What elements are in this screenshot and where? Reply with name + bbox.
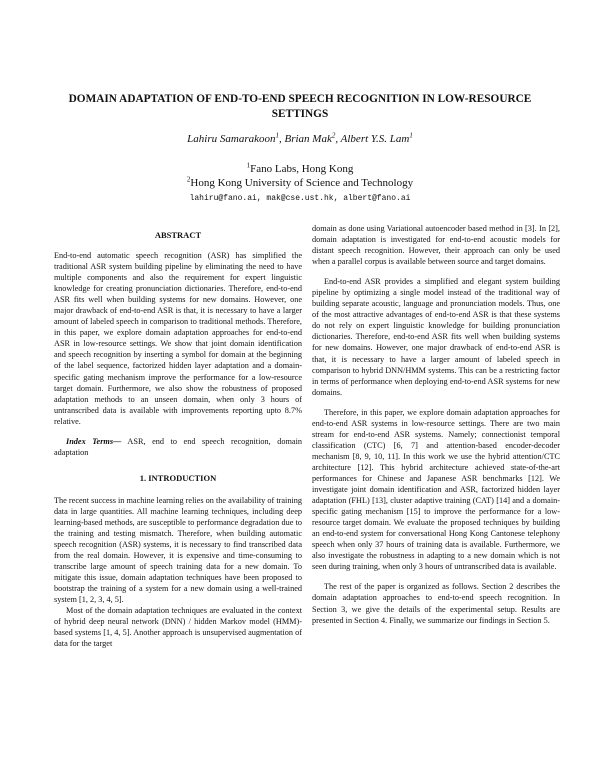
affiliation-1: $^1$Fano Labs, Hong Kong <box>246 161 354 175</box>
intro-paragraph: Most of the domain adaptation techniques are evaluated in the context of hybrid deep neural network (DNN) / hidden Markov model (HMM)-based systems [1, 4, 5]. Another approach is unsupervised augmentation of data for the target <box>54 606 302 649</box>
paper-title <box>40 92 560 122</box>
body-paragraph: The rest of the paper is organized as follows. Section 2 describes the domain adaptation approaches to end-to-end speech recognition. In Section 3, we give the details of the experimental setup. Results are presented in Section 4. Finally, we summarize our findings in Section 5. <box>312 582 560 625</box>
index-terms-text: ASR, end to end speech recognition, domain adaptation <box>54 436 302 457</box>
affil-mark: 1 <box>246 161 251 170</box>
author-affil-mark: 1 <box>409 131 413 140</box>
title-line-2: SETTINGS <box>271 108 329 120</box>
author-name: Albert Y.S. Lam <box>340 133 410 145</box>
index-terms-label: Index Terms— <box>66 436 122 446</box>
body-paragraph: End-to-end ASR provides a simplified and elegant system building pipeline by optimizing a single model instead of the traditional way of building separate acoustic, language and pronunciation models. Thus, one of the most attractive advantages of end-to-end ASR is that these systems do not rely on expert linguistic knowledge for building pronunciation dictionaries. Therefore, end-to-end ASR fits well when building systems for new domains. However, one major drawback of end-to-end ASR is that, it is necessary to have a larger amount of labeled speech in comparison to hybrid DNN/HMM systems. This can be a restricting factor in terms of performance when deploying end-to-end ASR systems for new domains. <box>312 277 560 397</box>
author-affil-mark: 1 <box>275 131 279 140</box>
author-list: Lahiru Samarakoon$^1$, Brian Mak$^2$, Albert Y.S. Lam$^1$ <box>187 131 413 145</box>
index-terms <box>54 436 302 458</box>
intro-paragraph: The recent success in machine learning relies on the availability of training data in large quantities. All machine learning techniques, including deep learning-based methods, are susceptible to performance degradation due to the training and testing mismatch. Therefore, when building automatic speech recognition (ASR) systems, it is necessary to find transcribed data from the real domain. However, it is expensive and time-consuming to transcribe large amount of speech training data for a new domain. To mitigate this issue, domain adaptation techniques have been proposed to bootstrap the training of a system for a new domain using a well-trained system [1, 2, 3, 4, 5]. <box>54 495 302 605</box>
affiliation-2: $^2$Hong Kong University of Science and Technology <box>186 175 414 189</box>
left-column <box>54 230 302 650</box>
author-name: Lahiru Samarakoon <box>187 133 276 145</box>
body-paragraph: Therefore, in this paper, we explore domain adaptation approaches for end-to-end ASR systems in low-resource settings. There are two main stream for end-to-end ASR systems. Namely; connectionist temporal classification (CTC) [6, 7] and attention-based encoder-decoder mechanism [8, 9, 10, 11]. In this work we use the hybrid attention/CTC architecture [12]. This hybrid architecture achieved state-of-the-art performances for Chinese and Japanese ASR benchmarks [12]. We investigate joint domain identification and ASR, factorized hidden layer adaptation (FHL) [13], cluster adaptive training (CAT) [14] and a domain-specific gating mechanism [15] to improve the performance for a low-resource target domain. We evaluate the proposed techniques by building an end-to-end system for conversational Hong Kong Cantonese telephony speech when only 37 hours of training data is available. Furthermore, we also investigate the robustness in adapting to a new domain which is not seen during training, when only 3 hours of untranscribed data is available. <box>312 407 560 572</box>
body-paragraph: domain as done using Variational autoencoder based method in [3]. In [2], domain adaptation is investigated for end-to-end acoustic models for distant speech recognition. However, their approach can only be used when a parallel corpus is available between source and target domains. <box>312 224 560 267</box>
title-line-1: DOMAIN ADAPTATION OF END-TO-END SPEECH RECOGNITION IN LOW-RESOURCE <box>68 93 532 105</box>
affil-mark: 2 <box>186 175 191 184</box>
author-emails: lahiru@fano.ai, mak@cse.ust.hk, albert@fano.ai <box>189 194 411 203</box>
introduction-heading: 1. INTRODUCTION <box>139 472 217 483</box>
author-affil-mark: 2 <box>331 131 336 140</box>
author-name: Brian Mak <box>284 133 332 145</box>
abstract-heading: ABSTRACT <box>154 230 202 240</box>
right-column <box>312 223 560 626</box>
affiliations <box>40 162 560 190</box>
abstract-text: End-to-end automatic speech recognition (ASR) has simplified the traditional ASR system building pipeline by eliminating the need to have multiple components and also the requirement for expert linguistic knowledge for creating pronunciation dictionaries. Therefore, end-to-end ASR fits well when building systems for new domains. However, one major drawback of end-to-end ASR is that, it is necessary to have a larger amount of labeled speech in comparison to traditional methods. Therefore, in this paper, we explore domain adaptation approaches for end-to-end ASR in low-resource settings. We show that joint domain identification and speech recognition by inserting a symbol for domain at the beginning of the label sequence, factorized hidden layer adaptation and a domain-specific gating mechanism improve the performance for a low-resource target domain. Furthermore, we also show the robustness of proposed adaptation methods to an unseen domain, when only 3 hours of untranscribed data is available with improvements reporting upto 8.7% relative. <box>54 251 302 426</box>
